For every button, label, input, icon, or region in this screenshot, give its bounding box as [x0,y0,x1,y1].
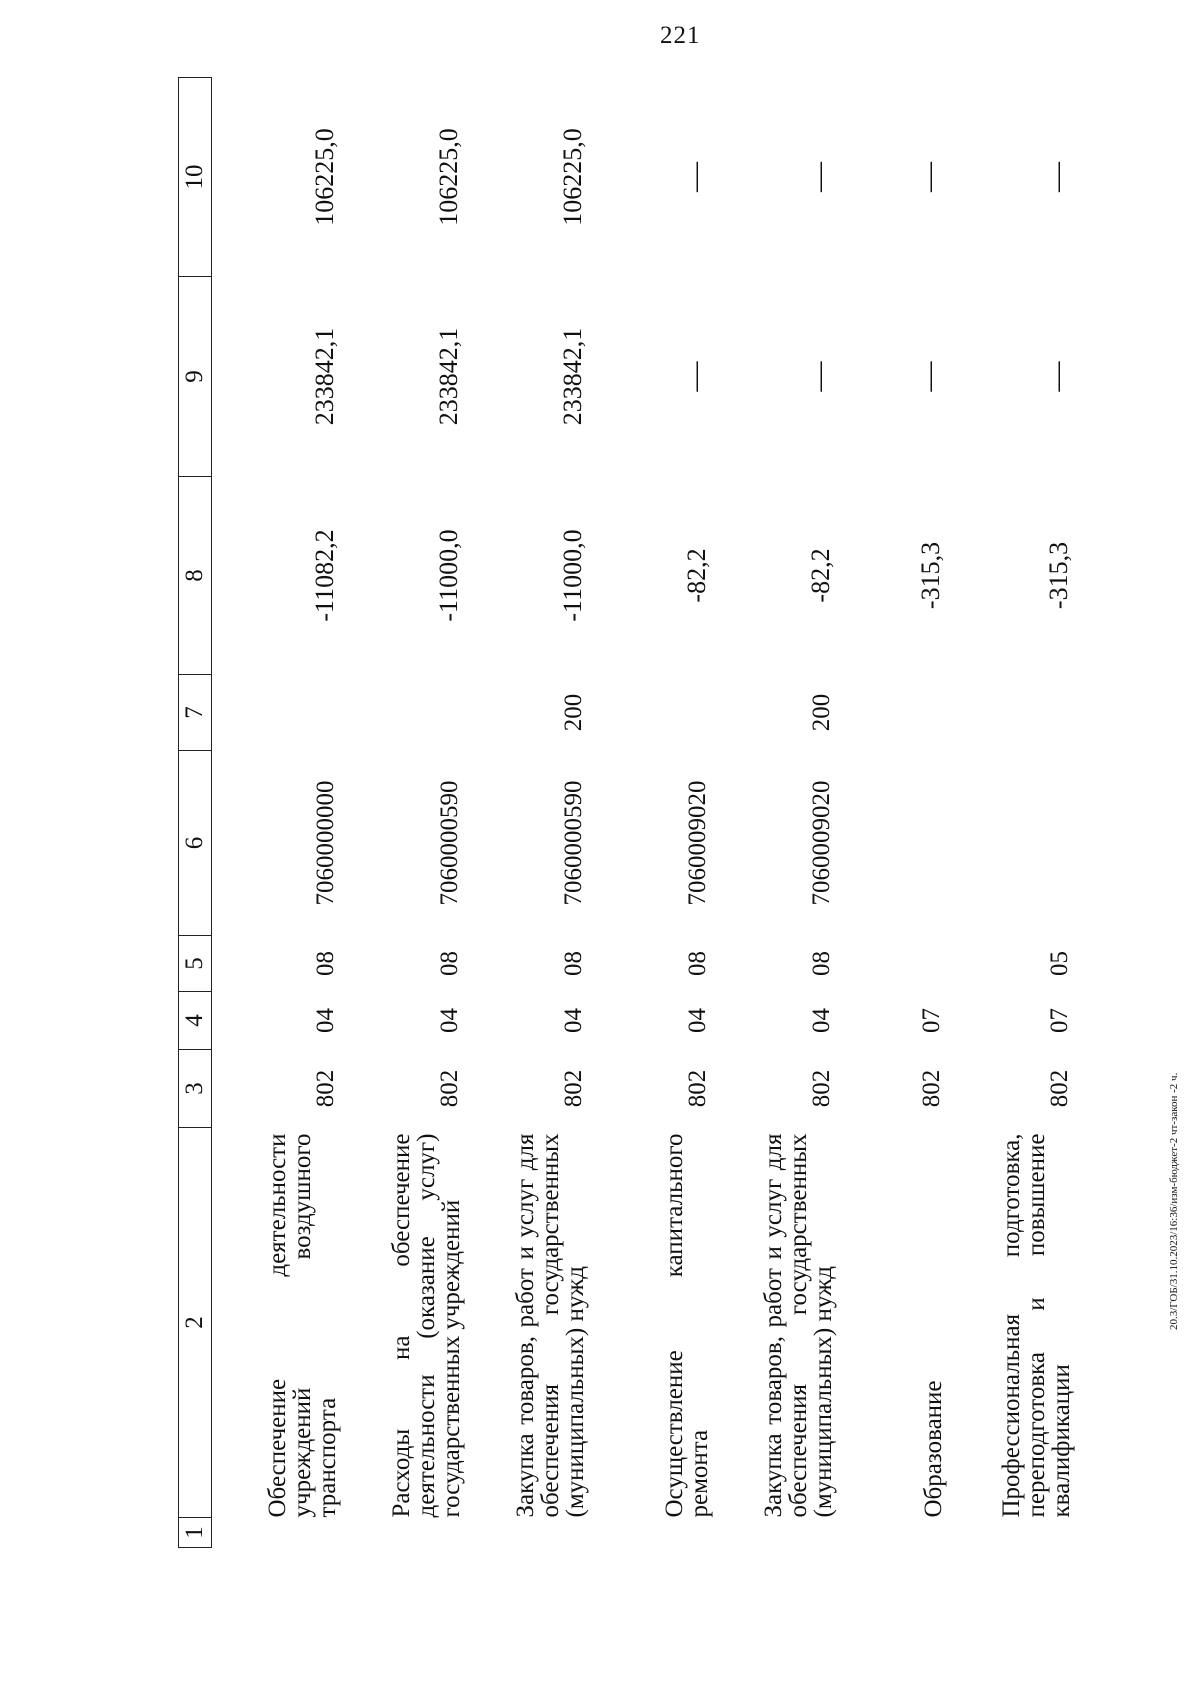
cell-amount-year2: 233842,1 [557,327,587,426]
cell-expense-type [340,675,464,751]
cell-target-article: 7060009020 [683,780,711,906]
cell-expense-type [588,675,712,751]
cell-target-article [836,751,946,936]
cell-ministry-code: 802 [1045,1069,1073,1108]
row-name: Осуществление капитального ремонта [660,1133,713,1518]
table-header-row [179,78,212,1548]
cell-ministry-code: 802 [435,1069,463,1108]
cell-amount-change: -11000,0 [433,529,463,622]
cell-section: 04 [311,1008,339,1033]
column-header: 4 [179,992,212,1050]
cell-amount-change: -82,2 [681,548,711,603]
cell-section: 04 [807,1008,835,1033]
cell-subsection: 08 [683,951,711,976]
cell-amount-year3: 106225,0 [309,128,339,226]
row-name: Расходы на обеспечение деятельности (оказание услуг) государственных учреждений [387,1133,465,1518]
cell-target-article: 7060000590 [435,780,463,906]
cell-ministry-code: 802 [311,1069,339,1108]
row-spacer [946,1518,1074,1548]
cell-amount-year3: — [911,162,945,192]
cell-section: 07 [917,1008,945,1033]
cell-section: 04 [435,1008,463,1033]
cell-target-article: 7060009020 [807,780,835,906]
row-name: Закупка товаров, работ и услуг для обеспечения государственных (муниципальных) нужд [759,1133,837,1518]
table-row [464,78,588,1548]
table-row [340,78,464,1548]
column-header: 9 [179,277,212,477]
column-header: 6 [179,751,212,936]
row-spacer [340,1518,464,1548]
cell-expense-type [946,675,1074,751]
row-spacer [588,1518,712,1548]
cell-section: 07 [1045,1008,1073,1033]
column-header: 7 [179,675,212,751]
cell-subsection: 08 [311,951,339,976]
table-row [588,78,712,1548]
cell-section: 04 [559,1008,587,1033]
cell-ministry-code: 802 [807,1069,835,1108]
cell-amount-year2: 233842,1 [433,327,463,426]
column-header: 8 [179,477,212,675]
budget-table [178,77,1074,1548]
cell-expense-type: 200 [807,693,835,732]
cell-target-article: 7060000000 [311,780,339,906]
row-name: Обеспечение деятельности учреждений воздушного транспорта [263,1133,341,1518]
column-header: 3 [179,1050,212,1128]
column-header: 1 [179,1518,212,1548]
table-row [946,78,1074,1548]
cell-ministry-code: 802 [559,1069,587,1108]
cell-amount-year3: — [677,162,711,192]
cell-subsection: 08 [559,951,587,976]
cell-expense-type [212,675,340,751]
cell-subsection: 08 [435,951,463,976]
cell-subsection [836,936,946,992]
column-header: 5 [179,936,212,992]
document-footer-code: 20.3/ГОБ/31.10.2023/16:36/изм-бюджет-2 чт-закон -2 ч. [1168,1072,1180,1330]
row-spacer [464,1518,588,1548]
page-number: 221 [660,22,701,49]
cell-amount-change: -11000,0 [557,529,587,622]
cell-subsection: 05 [1045,951,1073,976]
row-spacer [712,1518,836,1548]
cell-amount-year2: — [911,361,945,392]
cell-amount-year2: 233842,1 [309,327,339,426]
cell-amount-change: -82,2 [805,548,835,603]
row-spacer [212,1518,340,1548]
column-header: 2 [179,1128,212,1518]
cell-target-article [946,751,1074,936]
cell-ministry-code: 802 [917,1069,945,1108]
cell-amount-year3: 106225,0 [557,128,587,226]
cell-ministry-code: 802 [683,1069,711,1108]
cell-subsection: 08 [807,951,835,976]
column-header: 10 [179,78,212,277]
table-row [836,78,946,1548]
table-row [712,78,836,1548]
cell-amount-year2: — [1039,361,1073,392]
cell-amount-change: -11082,2 [309,529,339,622]
budget-table-container [178,78,1075,1548]
cell-expense-type: 200 [559,693,587,732]
cell-expense-type [836,675,946,751]
row-name: Закупка товаров, работ и услуг для обеспечения государственных (муниципальных) нужд [511,1133,589,1518]
cell-amount-year2: — [801,361,835,392]
cell-amount-year3: — [801,162,835,192]
cell-amount-year3: 106225,0 [433,128,463,226]
table-row [212,78,340,1548]
cell-amount-year2: — [677,361,711,392]
cell-amount-change: -315,3 [1043,541,1073,610]
cell-target-article: 7060000590 [559,780,587,906]
cell-amount-year3: — [1039,162,1073,192]
row-spacer [836,1518,946,1548]
cell-section: 04 [683,1008,711,1033]
cell-amount-change: -315,3 [915,541,945,610]
row-name: Профессиональная подготовка, переподготовка и повышение квалификации [997,1133,1075,1518]
row-name: Образование [919,1380,947,1518]
